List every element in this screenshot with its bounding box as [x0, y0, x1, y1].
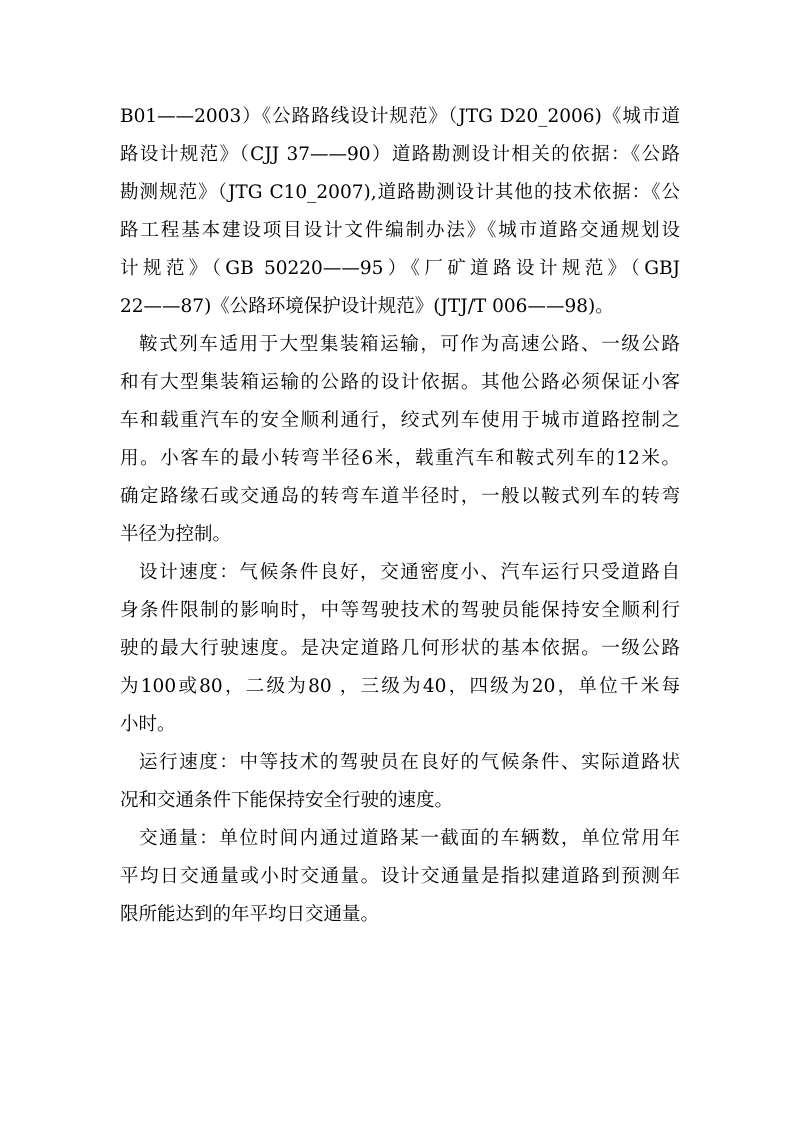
paragraph-traffic-volume: [120, 820, 680, 934]
text-line: 路工程基本建设项目设计文件编制办法》《城市道路交通规划设: [120, 220, 680, 241]
text-line: 为100或80，二级为80 ，三级为40，四级为20，单位千米每: [120, 676, 680, 697]
paragraph-operating-speed: [120, 744, 680, 820]
text-line: 确定路缘石或交通岛的转弯车道半径时，一般以鞍式列车的转弯: [120, 486, 680, 507]
text-line: 运行速度：中等技术的驾驶员在良好的气候条件、实际道路状: [139, 752, 680, 773]
text-line: 鞍式列车适用于大型集装箱运输，可作为高速公路、一级公路: [139, 334, 680, 355]
text-line: 车和载重汽车的安全顺利通行，绞式列车使用于城市道路控制之: [120, 410, 680, 431]
paragraph-semitrailer: [120, 326, 680, 554]
text-line: 22——87)《公路环境保护设计规范》(JTJ/T 006——98)。: [120, 296, 614, 317]
text-line: 勘测规范》（JTG C10_2007),道路勘测设计其他的技术依据：《公: [120, 182, 680, 203]
text-line: 设计速度：气候条件良好，交通密度小、汽车运行只受道路自: [139, 562, 680, 583]
text-line: 限所能达到的年平均日交通量。: [120, 904, 380, 925]
text-line: 计规范》（GB 50220——95）《厂矿道路设计规范》（GBJ: [120, 258, 680, 279]
document-body: [120, 98, 680, 934]
text-line: 身条件限制的影响时，中等驾驶技术的驾驶员能保持安全顺利行: [120, 600, 680, 621]
text-line: 路设计规范》（CJJ 37——90）道路勘测设计相关的依据：《公路: [120, 144, 680, 165]
text-line: 用。小客车的最小转弯半径6米，载重汽车和鞍式列车的12米。: [120, 448, 680, 469]
paragraph-design-speed: [120, 554, 680, 744]
text-line: B01——2003）《公路路线设计规范》（JTG D20_2006)《城市道: [120, 106, 680, 127]
text-line: 驶的最大行驶速度。是决定道路几何形状的基本依据。一级公路: [120, 638, 680, 659]
text-line: 交通量：单位时间内通过道路某一截面的车辆数，单位常用年: [139, 828, 680, 849]
text-line: 平均日交通量或小时交通量。设计交通量是指拟建道路到预测年: [120, 866, 680, 887]
paragraph-standards: [120, 98, 680, 326]
text-line: 半径为控制。: [120, 524, 232, 545]
text-line: 况和交通条件下能保持安全行驶的速度。: [120, 790, 454, 811]
text-line: 和有大型集装箱运输的公路的设计依据。其他公路必须保证小客: [120, 372, 680, 393]
text-line: 小时。: [120, 714, 176, 735]
